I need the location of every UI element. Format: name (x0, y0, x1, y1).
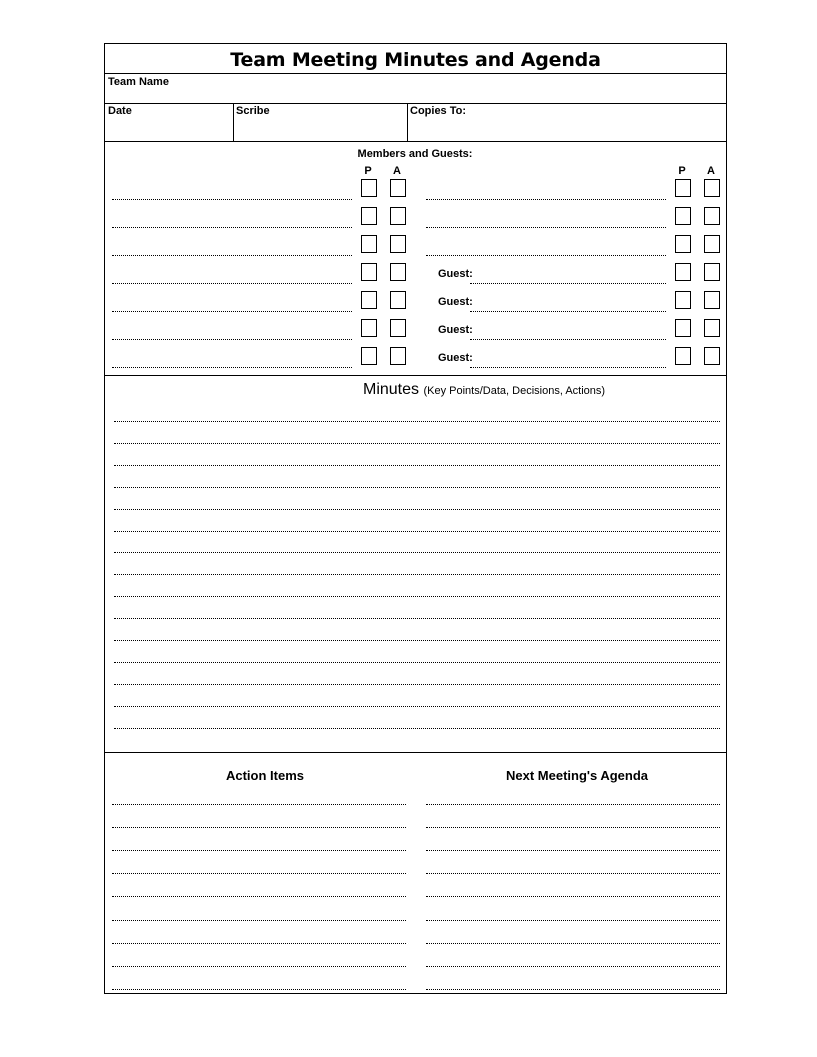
member-name-line[interactable] (112, 311, 352, 312)
action-item-line[interactable] (112, 873, 406, 874)
divider (105, 752, 726, 753)
present-checkbox[interactable] (675, 235, 691, 253)
action-item-line[interactable] (112, 850, 406, 851)
present-checkbox[interactable] (675, 207, 691, 225)
next-agenda-heading: Next Meeting's Agenda (505, 768, 649, 783)
agenda-item-line[interactable] (426, 827, 720, 828)
present-checkbox[interactable] (361, 235, 377, 253)
absent-checkbox[interactable] (390, 235, 406, 253)
absent-checkbox[interactable] (704, 347, 720, 365)
copies-to-label: Copies To: (410, 105, 467, 117)
members-heading: Members and Guests: (357, 148, 473, 160)
action-item-line[interactable] (112, 827, 406, 828)
absent-checkbox[interactable] (704, 179, 720, 197)
present-checkbox[interactable] (675, 179, 691, 197)
action-item-line[interactable] (112, 966, 406, 967)
guest-name-line[interactable] (470, 339, 666, 340)
meeting-form (104, 43, 727, 994)
absent-checkbox[interactable] (390, 291, 406, 309)
minutes-line[interactable] (114, 574, 720, 575)
present-checkbox[interactable] (361, 207, 377, 225)
absent-checkbox[interactable] (704, 291, 720, 309)
page-title: Team Meeting Minutes and Agenda (230, 49, 601, 71)
minutes-line[interactable] (114, 531, 720, 532)
present-header-left: P (364, 165, 372, 177)
member-name-line[interactable] (112, 339, 352, 340)
team-name-field[interactable] (175, 75, 723, 102)
action-item-line[interactable] (112, 943, 406, 944)
member-name-line[interactable] (112, 255, 352, 256)
absent-checkbox[interactable] (390, 207, 406, 225)
guest-name-line[interactable] (470, 367, 666, 368)
agenda-item-line[interactable] (426, 873, 720, 874)
minutes-line[interactable] (114, 706, 720, 707)
minutes-line[interactable] (114, 443, 720, 444)
present-checkbox[interactable] (361, 179, 377, 197)
present-checkbox[interactable] (675, 347, 691, 365)
present-checkbox[interactable] (361, 263, 377, 281)
guest-label: Guest: (438, 352, 473, 364)
minutes-line[interactable] (114, 728, 720, 729)
guest-name-line[interactable] (470, 283, 666, 284)
action-item-line[interactable] (112, 989, 406, 990)
agenda-item-line[interactable] (426, 966, 720, 967)
minutes-line[interactable] (114, 487, 720, 488)
guest-label: Guest: (438, 268, 473, 280)
date-field[interactable] (105, 104, 233, 141)
present-checkbox[interactable] (361, 319, 377, 337)
guest-name-line[interactable] (470, 311, 666, 312)
minutes-line[interactable] (114, 509, 720, 510)
minutes-line[interactable] (114, 596, 720, 597)
minutes-line[interactable] (114, 684, 720, 685)
divider (105, 375, 726, 376)
guest-label: Guest: (438, 324, 473, 336)
member-name-line[interactable] (112, 367, 352, 368)
present-checkbox[interactable] (361, 291, 377, 309)
minutes-line[interactable] (114, 640, 720, 641)
agenda-item-line[interactable] (426, 943, 720, 944)
absent-checkbox[interactable] (704, 263, 720, 281)
absent-checkbox[interactable] (704, 207, 720, 225)
member-name-line[interactable] (426, 227, 666, 228)
present-checkbox[interactable] (675, 319, 691, 337)
present-checkbox[interactable] (361, 347, 377, 365)
minutes-line[interactable] (114, 552, 720, 553)
action-item-line[interactable] (112, 804, 406, 805)
present-checkbox[interactable] (675, 263, 691, 281)
minutes-line[interactable] (114, 618, 720, 619)
minutes-line[interactable] (114, 465, 720, 466)
present-header-right: P (678, 165, 686, 177)
member-name-line[interactable] (112, 283, 352, 284)
minutes-line[interactable] (114, 421, 720, 422)
minutes-line[interactable] (114, 662, 720, 663)
minutes-subheading: (Key Points/Data, Decisions, Actions) (423, 385, 606, 397)
absent-checkbox[interactable] (390, 319, 406, 337)
member-name-line[interactable] (426, 255, 666, 256)
action-items-heading: Action Items (225, 768, 304, 783)
agenda-item-line[interactable] (426, 989, 720, 990)
minutes-title: Minutes (363, 381, 420, 398)
absent-header-right: A (707, 165, 715, 177)
absent-checkbox[interactable] (704, 235, 720, 253)
team-name-label: Team Name (108, 76, 169, 88)
minutes-heading (363, 381, 605, 399)
action-item-line[interactable] (112, 920, 406, 921)
scribe-field[interactable] (234, 104, 406, 141)
divider (105, 73, 726, 74)
absent-checkbox[interactable] (390, 263, 406, 281)
absent-checkbox[interactable] (390, 347, 406, 365)
copies-to-field[interactable] (408, 104, 726, 141)
absent-checkbox[interactable] (704, 319, 720, 337)
agenda-item-line[interactable] (426, 920, 720, 921)
guest-label: Guest: (438, 296, 473, 308)
member-name-line[interactable] (426, 199, 666, 200)
absent-checkbox[interactable] (390, 179, 406, 197)
date-label: Date (108, 105, 132, 117)
scribe-label: Scribe (236, 105, 270, 117)
present-checkbox[interactable] (675, 291, 691, 309)
divider (105, 141, 726, 142)
member-name-line[interactable] (112, 199, 352, 200)
agenda-item-line[interactable] (426, 850, 720, 851)
member-name-line[interactable] (112, 227, 352, 228)
agenda-item-line[interactable] (426, 804, 720, 805)
agenda-item-line[interactable] (426, 896, 720, 897)
action-item-line[interactable] (112, 896, 406, 897)
absent-header-left: A (393, 165, 401, 177)
